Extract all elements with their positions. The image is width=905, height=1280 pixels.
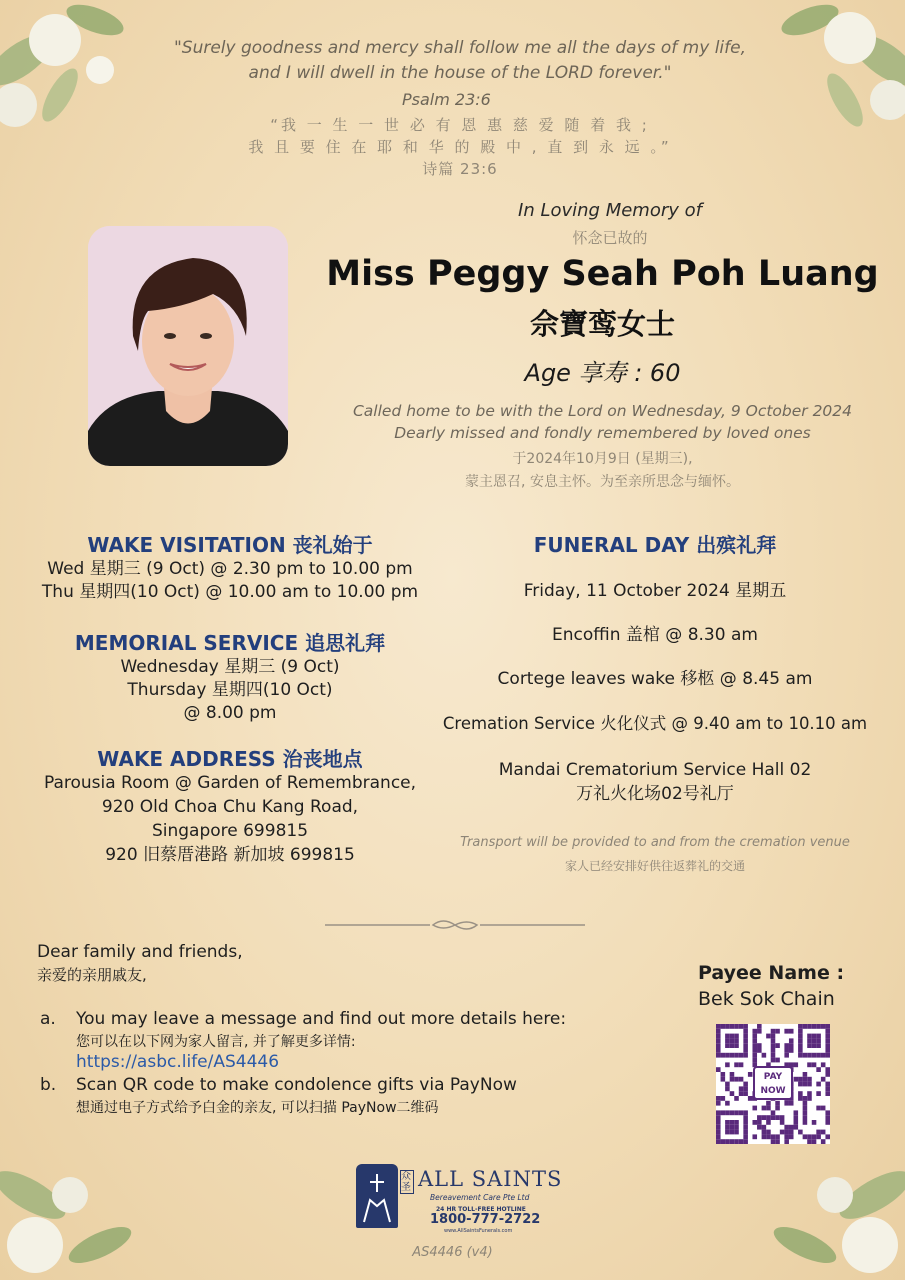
- brand-name: ALL SAINTS: [418, 1167, 563, 1191]
- all-saints-logo-icon: [356, 1164, 398, 1228]
- website[interactable]: www.AllSaintsFunerals.com: [444, 1228, 513, 1234]
- wake-address-line-3: Singapore 699815: [151, 821, 309, 841]
- wake-visitation-line-1: Wed 星期三 (9 Oct) @ 2.30 pm to 10.00 pm: [47, 559, 413, 579]
- flower-decoration-top-left: [0, 0, 130, 140]
- called-home-line-1: Called home to be with the Lord on Wednesday, 9 October 2024: [352, 402, 853, 420]
- item-a-cn: 您可以在以下网为家人留言, 并了解更多详情:: [76, 1034, 356, 1050]
- verse-cn-line-1: “我 一 生 一 世 必 有 恩 惠 慈 爱 随 着 我 ;: [270, 116, 650, 134]
- crematorium-venue-cn: 万礼火化场02号礼厅: [576, 784, 734, 804]
- greeting: Dear family and friends,: [37, 942, 243, 962]
- verse-reference: Psalm 23:6: [402, 90, 491, 109]
- verse-line-2: and I will dwell in the house of the LORD forever.": [248, 63, 672, 83]
- greeting-cn: 亲爱的亲朋戚友,: [37, 966, 147, 984]
- paynow-badge: PAY NOW: [753, 1066, 793, 1100]
- age: Age 享寿 : 60: [524, 359, 681, 387]
- item-b-marker: b.: [40, 1075, 57, 1095]
- called-home-cn-1: 于2024年10月9日 (星期三),: [512, 451, 693, 467]
- transport-note: Transport will be provided to and from the cremation venue: [460, 835, 850, 850]
- message-link[interactable]: https://asbc.life/AS4446: [76, 1052, 280, 1072]
- brand-subtitle: Bereavement Care Pte Ltd: [430, 1193, 530, 1202]
- verse-cn-line-2: 我 且 要 住 在 耶 和 华 的 殿 中 , 直 到 永 远 。”: [248, 138, 672, 156]
- cortege-time: Cortege leaves wake 移柩 @ 8.45 am: [497, 669, 813, 689]
- called-home-line-2: Dearly missed and fondly remembered by loved ones: [394, 424, 811, 442]
- memory-heading-cn: 怀念已故的: [572, 229, 648, 247]
- item-b-cn: 想通过电子方式给予白金的亲友, 可以扫描 PayNow二维码: [76, 1100, 439, 1116]
- paynow-qr-code[interactable]: [716, 1024, 830, 1144]
- funeral-date: Friday, 11 October 2024 星期五: [523, 581, 787, 601]
- encoffin-time: Encoffin 盖棺 @ 8.30 am: [552, 625, 758, 645]
- deceased-name-cn: 佘寶鸾女士: [529, 307, 675, 341]
- item-a-text: You may leave a message and find out more details here:: [76, 1009, 567, 1029]
- memorial-service-line-3: @ 8.00 pm: [183, 703, 277, 723]
- ornamental-divider: [325, 915, 585, 935]
- wake-address-line-1: Parousia Room @ Garden of Remembrance,: [43, 773, 417, 793]
- wake-address-title: WAKE ADDRESS 治丧地点: [97, 747, 363, 771]
- brand-cn: 众圣: [400, 1170, 414, 1194]
- funeral-day-title: FUNERAL DAY 出殡礼拜: [533, 533, 777, 557]
- hotline-number[interactable]: 1800-777-2722: [430, 1212, 541, 1227]
- item-a-marker: a.: [40, 1009, 56, 1029]
- payee-name: Bek Sok Chain: [698, 988, 835, 1010]
- cremation-time: Cremation Service 火化仪式 @ 9.40 am to 10.10 am: [442, 714, 868, 733]
- crematorium-venue: Mandai Crematorium Service Hall 02: [498, 760, 812, 780]
- memorial-service-line-1: Wednesday 星期三 (9 Oct): [120, 657, 340, 677]
- deceased-name: Miss Peggy Seah Poh Luang: [326, 254, 879, 294]
- wake-address-line-4: 920 旧蔡厝港路 新加坡 699815: [105, 845, 355, 865]
- wake-visitation-line-2: Thu 星期四(10 Oct) @ 10.00 am to 10.00 pm: [41, 582, 419, 602]
- verse-cn-reference: 诗篇 23:6: [422, 160, 498, 178]
- memorial-service-line-2: Thursday 星期四(10 Oct): [127, 680, 333, 700]
- hotline-label: 24 HR TOLL-FREE HOTLINE: [436, 1206, 526, 1213]
- wake-visitation-title: WAKE VISITATION 丧礼始于: [87, 533, 373, 557]
- memory-heading: In Loving Memory of: [518, 200, 702, 221]
- payee-label: Payee Name :: [698, 962, 845, 984]
- verse-line-1: "Surely goodness and mercy shall follow me all the days of my life,: [173, 38, 747, 58]
- wake-address-line-2: 920 Old Choa Chu Kang Road,: [101, 797, 359, 817]
- item-b-text: Scan QR code to make condolence gifts via PayNow: [76, 1075, 517, 1095]
- document-reference: AS4446 (v4): [412, 1245, 493, 1260]
- transport-note-cn: 家人已经安排好供往返葬礼的交通: [564, 859, 745, 873]
- called-home-cn-2: 蒙主恩召, 安息主怀。为至亲所思念与缅怀。: [465, 474, 740, 490]
- memorial-service-title: MEMORIAL SERVICE 追思礼拜: [74, 631, 386, 655]
- portrait-photo: [88, 226, 288, 466]
